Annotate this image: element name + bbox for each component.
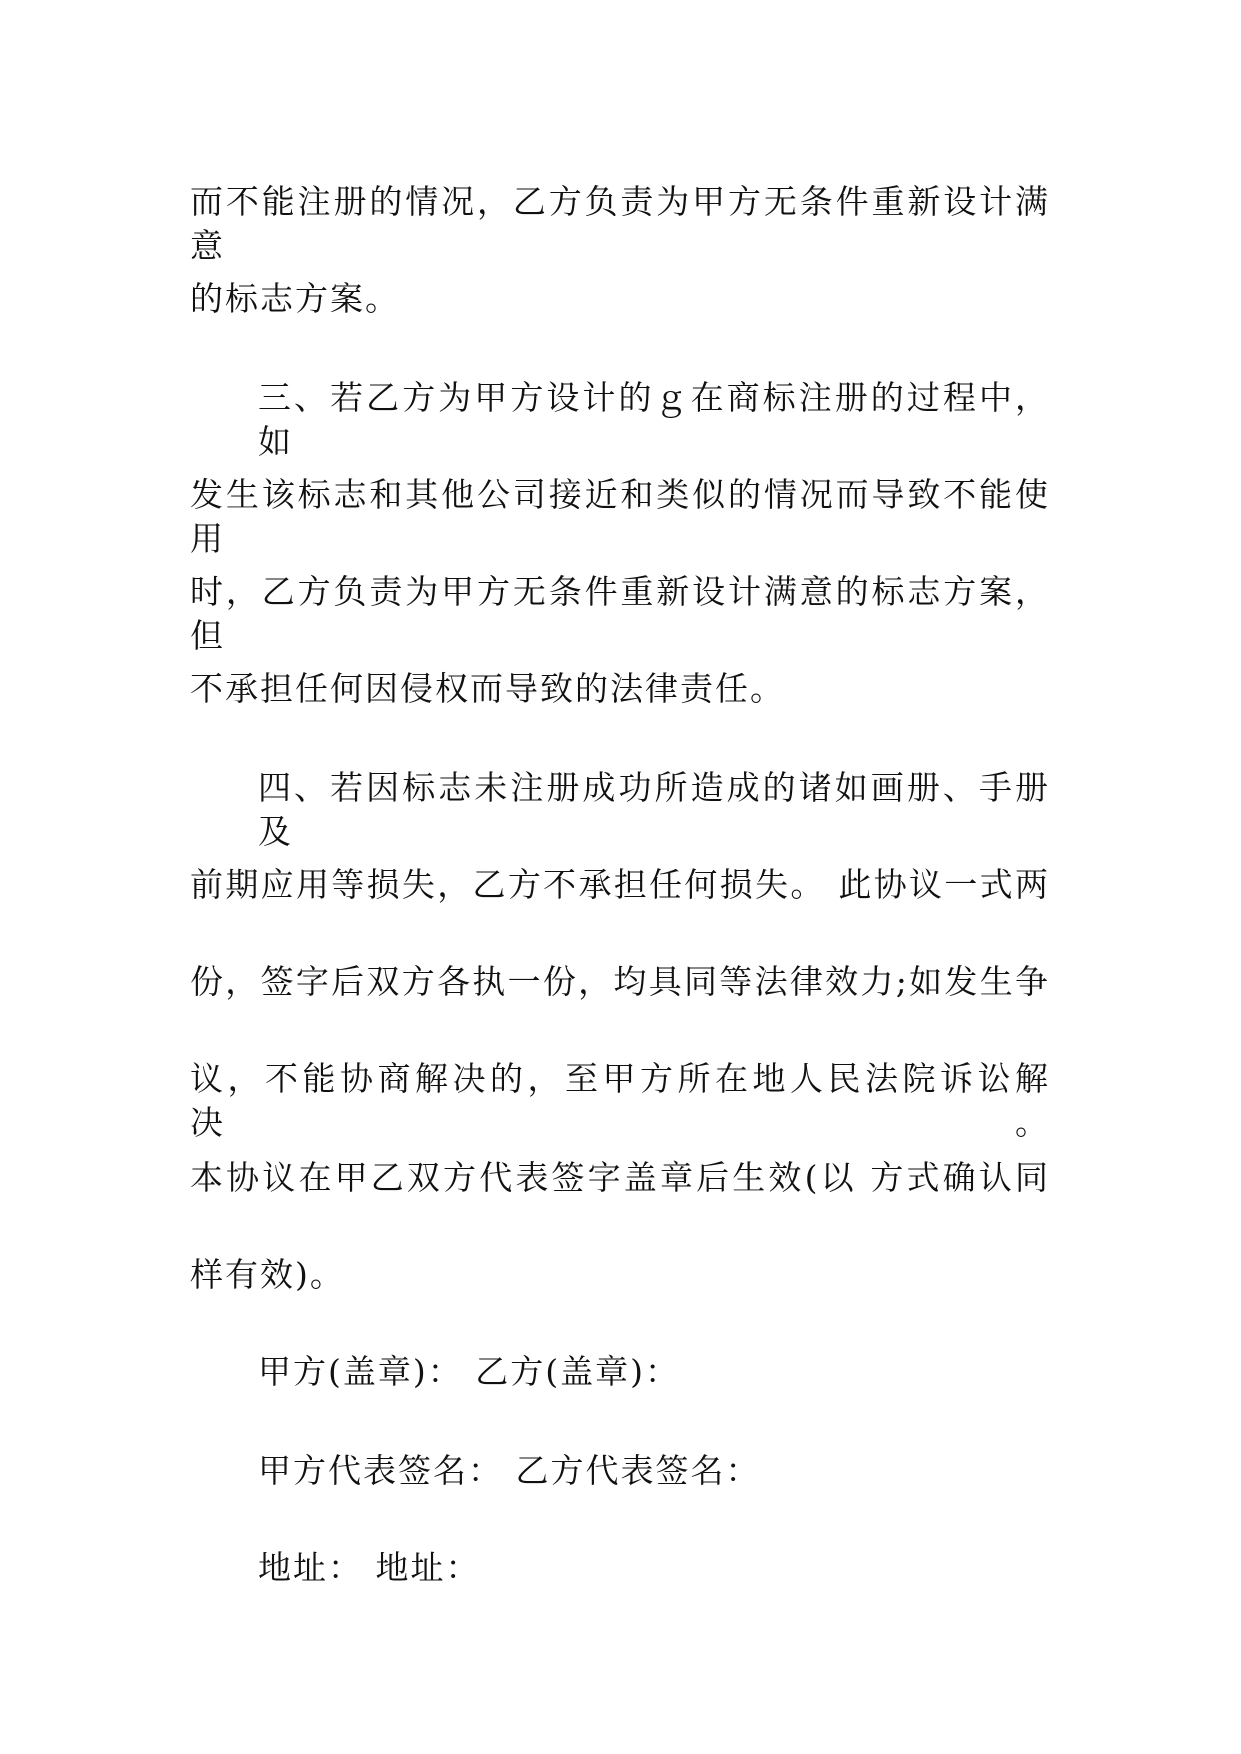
address-line: 地址： 地址：	[258, 1548, 481, 1587]
body-line: 而不能注册的情况，乙方负责为甲方无条件重新设计满意	[190, 182, 1050, 265]
body-line: 的标志方案。	[190, 279, 400, 318]
signature-line: 甲方代表签名： 乙方代表签名：	[258, 1451, 761, 1490]
clause-four-line: 四、若因标志未注册成功所造成的诸如画册、手册及	[258, 768, 1050, 851]
body-line: 份，签字后双方各执一份，均具同等法律效力;如发生争	[190, 962, 1050, 1001]
body-line: 本协议在甲乙双方代表签字盖章后生效(以 方式确认同	[190, 1158, 1050, 1197]
seal-line: 甲方(盖章)： 乙方(盖章)：	[258, 1352, 680, 1391]
body-line: 时，乙方负责为甲方无条件重新设计满意的标志方案，但	[190, 572, 1050, 655]
body-line: 不承担任何因侵权而导致的法律责任。	[190, 669, 785, 708]
clause-three-line: 三、若乙方为甲方设计的ｇ在商标注册的过程中，如	[258, 378, 1050, 461]
body-line: 发生该标志和其他公司接近和类似的情况而导致不能使用	[190, 475, 1050, 558]
body-line: 议，不能协商解决的，至甲方所在地人民法院诉讼解决。	[190, 1059, 1050, 1142]
body-line: 样有效)。	[190, 1255, 345, 1294]
body-line: 前期应用等损失，乙方不承担任何损失。 此协议一式两	[190, 865, 1050, 904]
